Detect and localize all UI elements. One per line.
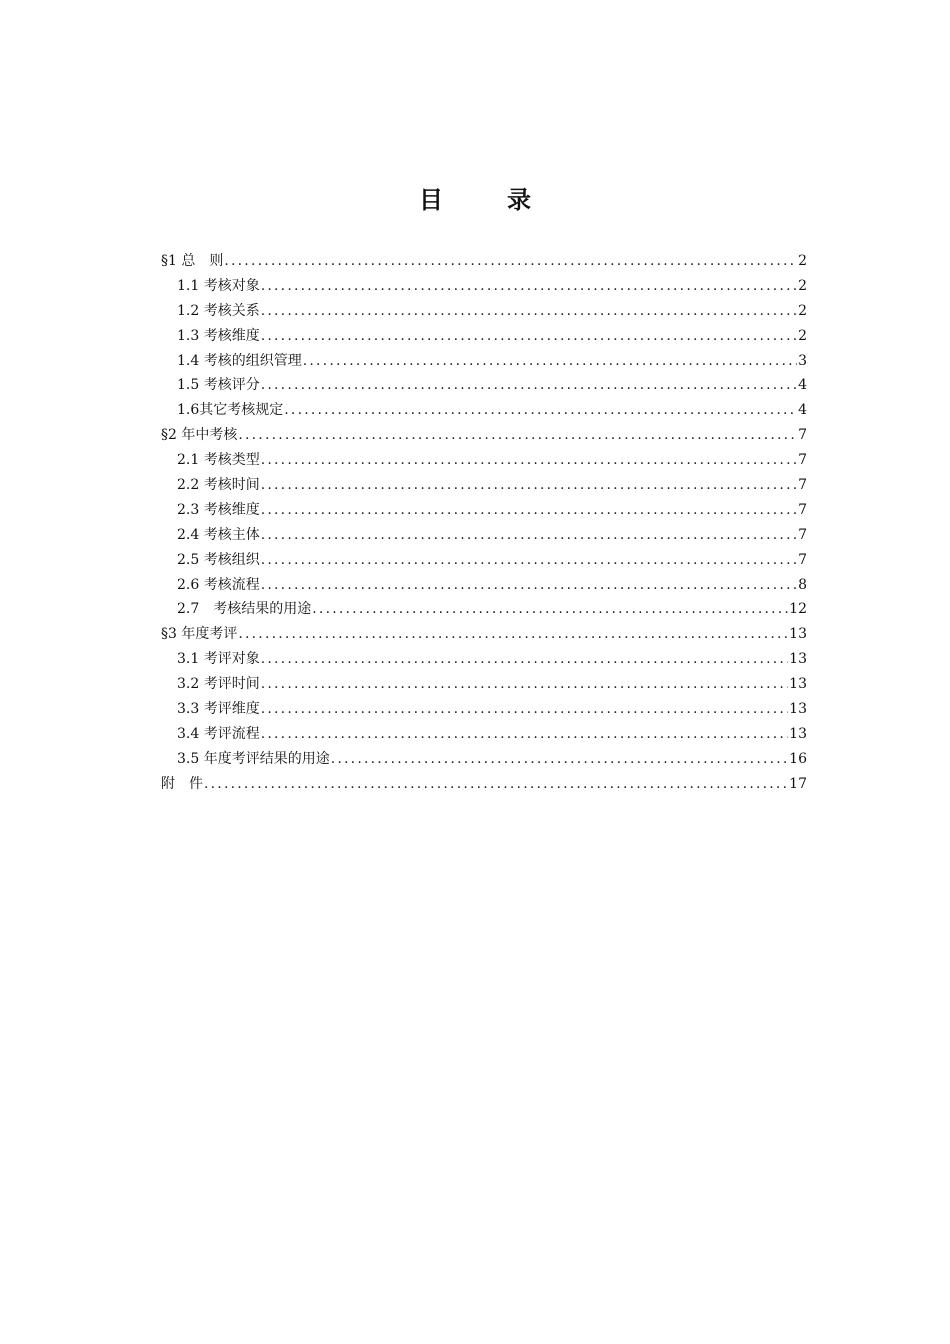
toc-entry-label: 附 件 [161,775,203,792]
toc-entry-label: 2.1 考核类型 [177,452,260,469]
toc-entry-label: 2.3 考核维度 [177,501,260,518]
toc-entry-page: 2 [798,277,807,294]
toc-entry-page: 7 [798,452,807,469]
toc-entry[interactable] [161,473,807,498]
toc-entry-label: 1.5 考核评分 [177,377,260,394]
toc-leader-dots [261,548,797,573]
toc-entry-label: 3.1 考评对象 [177,651,260,668]
toc-entry[interactable] [161,523,807,548]
toc-entry[interactable] [161,423,807,448]
toc-entry-page: 2 [798,302,807,319]
toc-entry-page: 16 [789,750,807,767]
toc-entry-page: 7 [798,551,807,568]
toc-entry-label: §3 年度考评 [161,626,238,643]
toc-entry[interactable] [161,398,807,423]
toc-entry[interactable] [161,647,807,672]
toc-entry-label: 1.2 考核关系 [177,302,260,319]
toc-entry[interactable] [161,324,807,349]
toc-leader-dots [261,697,788,722]
page-title: 目 录 [419,186,551,214]
toc-entry-page: 4 [798,402,807,419]
toc-leader-dots [261,523,797,548]
toc-leader-dots [204,772,788,797]
toc-entry[interactable] [161,747,807,772]
toc-leader-dots [312,597,788,622]
toc-entry-label: 2.5 考核组织 [177,551,260,568]
toc-entry[interactable] [161,274,807,299]
toc-entry[interactable] [161,349,807,374]
toc-entry[interactable] [161,597,807,622]
toc-entry-page: 17 [789,775,807,792]
toc-entry-page: 3 [798,352,807,369]
toc-entry-label: 3.2 考评时间 [177,676,260,693]
toc-entry[interactable] [161,722,807,747]
toc-entry[interactable] [161,622,807,647]
toc-entry-page: 13 [789,651,807,668]
toc-entry[interactable] [161,573,807,598]
toc-leader-dots [261,722,788,747]
toc-entry[interactable] [161,373,807,398]
toc-entry-label: 1.4 考核的组织管理 [177,352,302,369]
toc-leader-dots [224,249,797,274]
toc-entry-label: 3.3 考评维度 [177,701,260,718]
toc-entry-page: 2 [798,327,807,344]
toc-leader-dots [261,299,797,324]
toc-leader-dots [238,423,797,448]
toc-leader-dots [261,647,788,672]
toc-leader-dots [303,349,797,374]
toc-leader-dots [238,622,788,647]
toc-entry[interactable] [161,697,807,722]
toc-leader-dots [261,473,797,498]
toc-entry[interactable] [161,548,807,573]
table-of-contents [161,249,807,797]
toc-entry[interactable] [161,498,807,523]
toc-entry-page: 7 [798,526,807,543]
toc-leader-dots [284,398,797,423]
toc-entry-page: 7 [798,427,807,444]
toc-entry[interactable] [161,299,807,324]
toc-entry-label: 1.1 考核对象 [177,277,260,294]
toc-entry[interactable] [161,672,807,697]
toc-entry-page: 4 [798,377,807,394]
toc-entry[interactable] [161,448,807,473]
toc-leader-dots [261,498,797,523]
toc-leader-dots [261,274,797,299]
toc-entry-label: 2.6 考核流程 [177,576,260,593]
toc-leader-dots [331,747,788,772]
toc-entry-page: 12 [789,601,807,618]
toc-entry-page: 7 [798,501,807,518]
toc-leader-dots [261,448,797,473]
toc-entry[interactable] [161,249,807,274]
toc-leader-dots [261,573,797,598]
toc-entry-page: 13 [789,626,807,643]
toc-leader-dots [261,324,797,349]
toc-entry-page: 13 [789,676,807,693]
toc-entry-page: 13 [789,725,807,742]
toc-entry-page: 2 [798,253,807,269]
toc-entry-label: 2.7 考核结果的用途 [177,601,312,618]
toc-entry-label: 3.4 考评流程 [177,725,260,742]
toc-entry[interactable] [161,772,807,797]
toc-leader-dots [261,672,788,697]
toc-entry-label: 2.2 考核时间 [177,477,260,494]
toc-entry-label: 1.6其它考核规定 [177,402,284,419]
toc-entry-label: 2.4 考核主体 [177,526,260,543]
toc-leader-dots [261,373,797,398]
toc-entry-label: 1.3 考核维度 [177,327,260,344]
toc-entry-page: 7 [798,477,807,494]
toc-entry-label: 3.5 年度考评结果的用途 [177,750,330,767]
toc-entry-page: 8 [798,576,807,593]
toc-entry-page: 13 [789,701,807,718]
toc-entry-label: §2 年中考核 [161,427,238,444]
toc-entry-label: §1 总 则 [161,253,224,269]
